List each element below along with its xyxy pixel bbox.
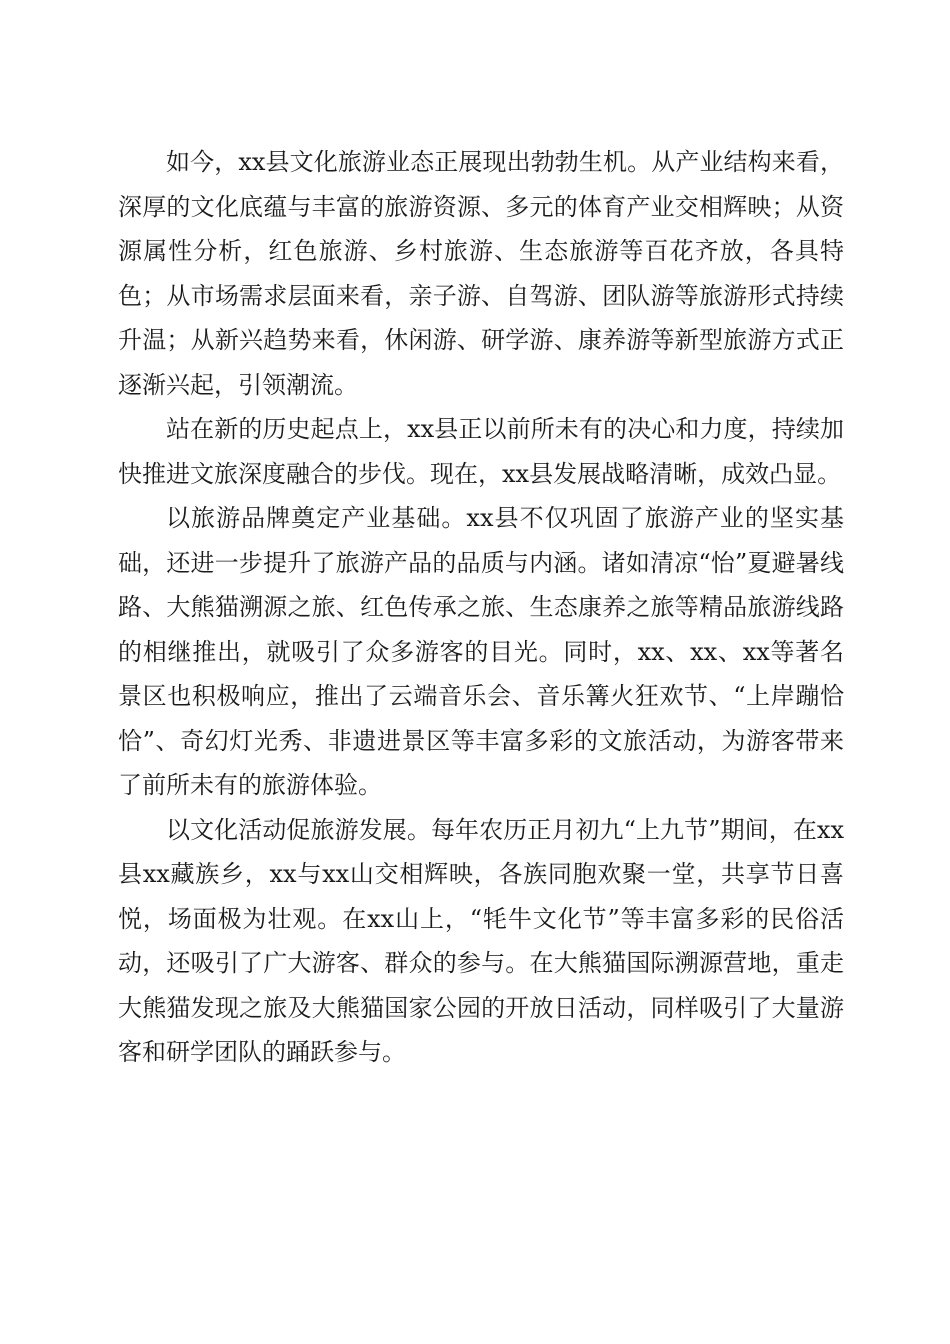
- paragraph-2: 站在新的历史起点上，xx县正以前所未有的决心和力度，持续加快推进文旅深度融合的步伐。现在，xx县发展战略清晰，成效凸显。: [118, 415, 844, 488]
- paragraph-3: 以旅游品牌奠定产业基础。xx县不仅巩固了旅游产业的坚实基础，还进一步提升了旅游产品的品质与内涵。诸如清凉“怡”夏避暑线路、大熊猫溯源之旅、红色传承之旅、生态康养之旅等精品旅游线路的相继推出，就吸引了众多游客的目光。同时，xx、xx、xx等著名景区也积极响应，推出了云端音乐会、音乐篝火狂欢节、“上岸蹦恰恰”、奇幻灯光秀、非遗进景区等丰富多彩的文旅活动，为游客带来了前所未有的旅游体验。: [118, 504, 844, 799]
- paragraph-4: 以文化活动促旅游发展。每年农历正月初九“上九节”期间，在xx县xx藏族乡，xx与xx山交相辉映，各族同胞欢聚一堂，共享节日喜悦，场面极为壮观。在xx山上，“牦牛文化节”等丰富多彩的民俗活动，还吸引了广大游客、群众的参与。在大熊猫国际溯源营地，重走大熊猫发现之旅及大熊猫国家公园的开放日活动，同样吸引了大量游客和研学团队的踊跃参与。: [118, 815, 844, 1066]
- paragraph-1: 如今，xx县文化旅游业态正展现出勃勃生机。从产业结构来看，深厚的文化底蕴与丰富的旅游资源、多元的体育产业交相辉映；从资源属性分析，红色旅游、乡村旅游、生态旅游等百花齐放，各具特色；从市场需求层面来看，亲子游、自驾游、团队游等旅游形式持续升温；从新兴趋势来看，休闲游、研学游、康养游等新型旅游方式正逐渐兴起，引领潮流。: [118, 148, 844, 399]
- document-body: [118, 140, 844, 1075]
